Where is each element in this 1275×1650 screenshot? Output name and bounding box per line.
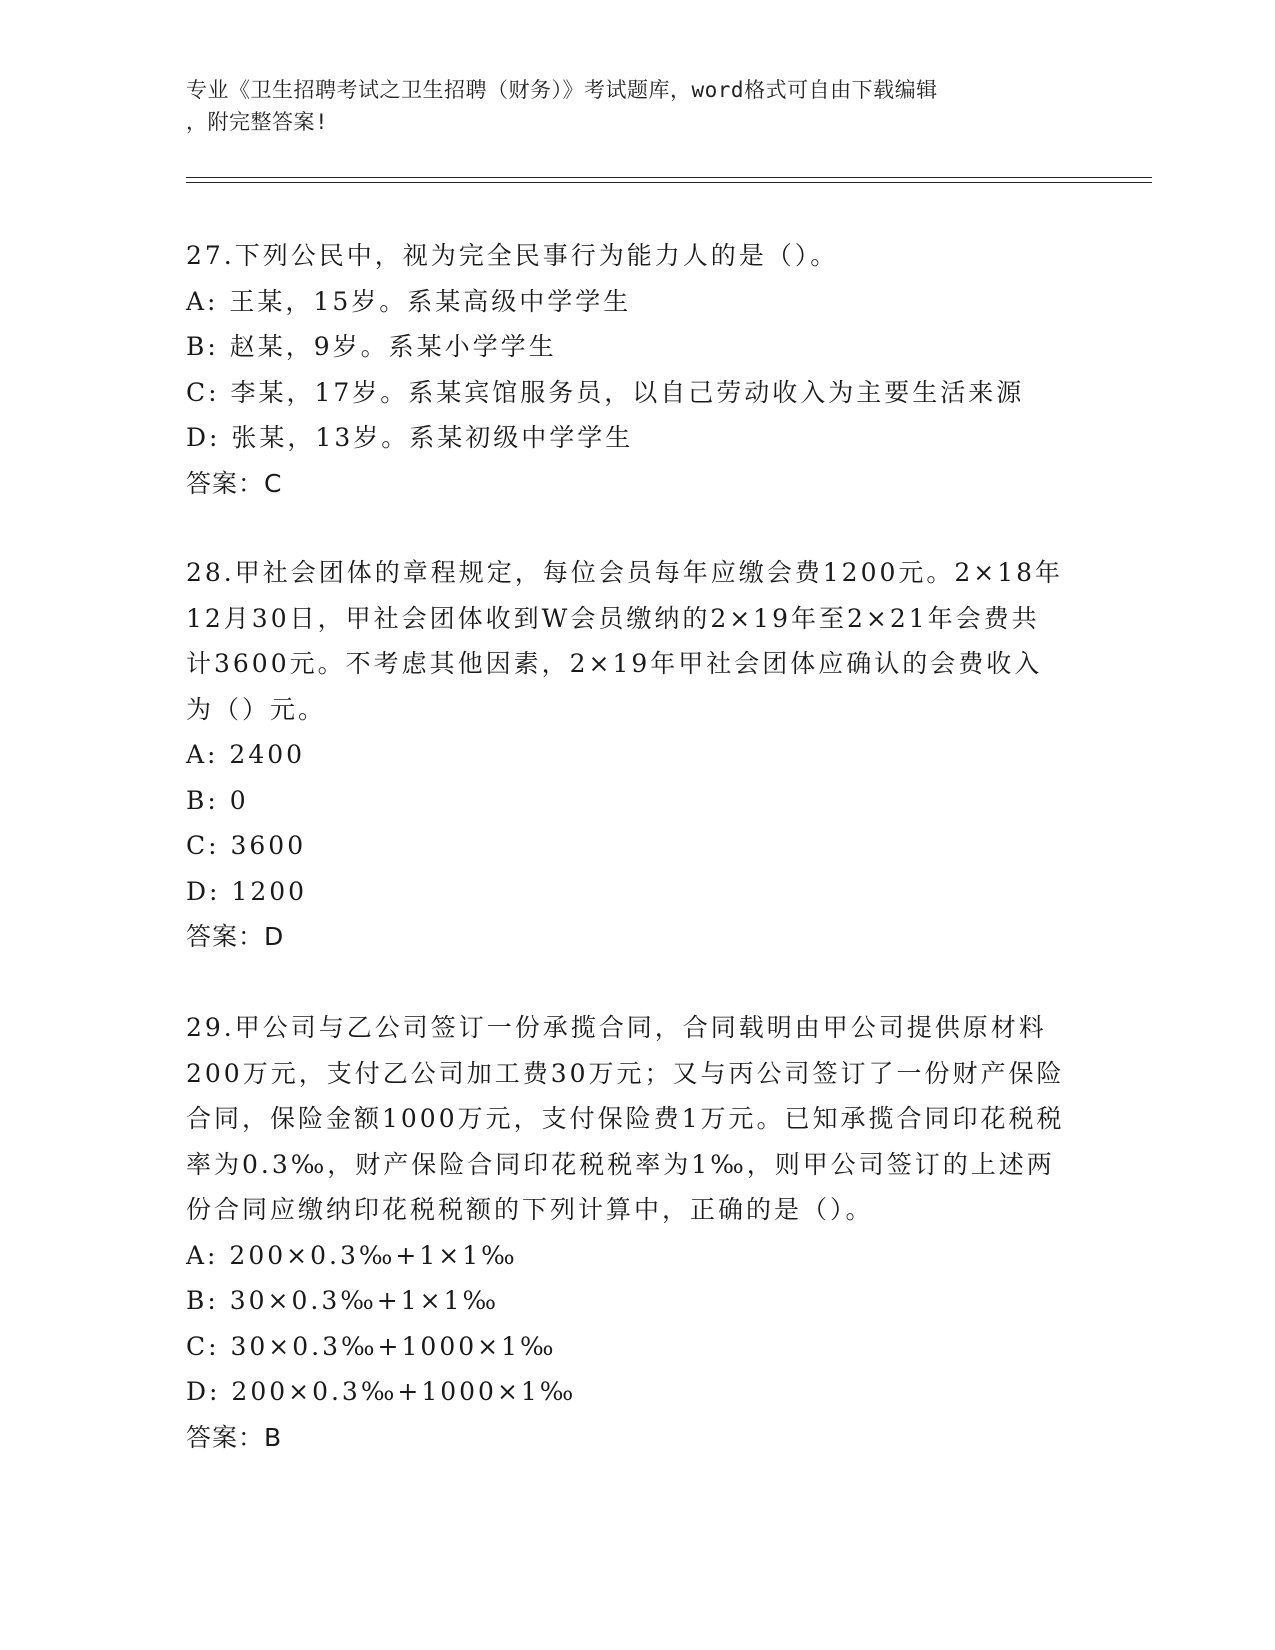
header-divider-bottom [186, 182, 1152, 183]
answer: 答案：C [186, 468, 283, 498]
question-stem: 29.甲公司与乙公司签订一份承揽合同，合同载明由甲公司提供原材料200万元，支付乙公司加工费30万元；又与丙公司签订了一份财产保险合同，保险金额1000万元，支付保险费1万元。已知承揽合同印花税税率为0.3‰，财产保险合同印花税税率为1‰，则甲公司签订的上述两份合同应缴纳印花税税额的下列计算中，正确的是（）。 [186, 1013, 1065, 1224]
option-d: D: 1200 [186, 876, 308, 906]
answer: 答案：B [186, 1422, 283, 1452]
document-header [186, 74, 1066, 138]
header-line-1: 专业《卫生招聘考试之卫生招聘（财务）》考试题库，word格式可自由下载编辑 [186, 78, 938, 102]
option-b: B: 0 [186, 785, 249, 815]
option-c: C: 3600 [186, 831, 307, 860]
option-c: C: 30×0.3‰+1000×1‰ [186, 1331, 557, 1361]
question-27 [186, 233, 1066, 506]
header-line-2: ，附完整答案! [186, 110, 329, 134]
option-c: C: 李某，17岁。系某宾馆服务员，以自己劳动收入为主要生活来源 [186, 377, 1025, 407]
option-a: A: 王某，15岁。系某高级中学学生 [186, 286, 632, 316]
option-a: A: 200×0.3‰+1×1‰ [186, 1240, 518, 1270]
question-28 [186, 550, 1066, 960]
question-stem: 28.甲社会团体的章程规定，每位会员每年应缴会费1200元。2×18年12月30日，甲社会团体收到W会员缴纳的2×19年至2×21年会费共计3600元。不考虑其他因素，2×19年甲社会团体应确认的会费收入为（）元。 [186, 558, 1064, 724]
option-d: D: 张某，13岁。系某初级中学学生 [186, 423, 634, 452]
option-d: D: 200×0.3‰+1000×1‰ [186, 1377, 577, 1406]
answer: 答案：D [186, 922, 285, 951]
option-b: B: 30×0.3‰+1×1‰ [186, 1286, 500, 1315]
option-a: A: 2400 [186, 740, 306, 769]
question-29 [186, 1005, 1066, 1460]
question-stem: 27.下列公民中，视为完全民事行为能力人的是（）。 [186, 241, 839, 270]
option-b: B: 赵某，9岁。系某小学学生 [186, 332, 557, 361]
header-divider-top [186, 177, 1152, 178]
